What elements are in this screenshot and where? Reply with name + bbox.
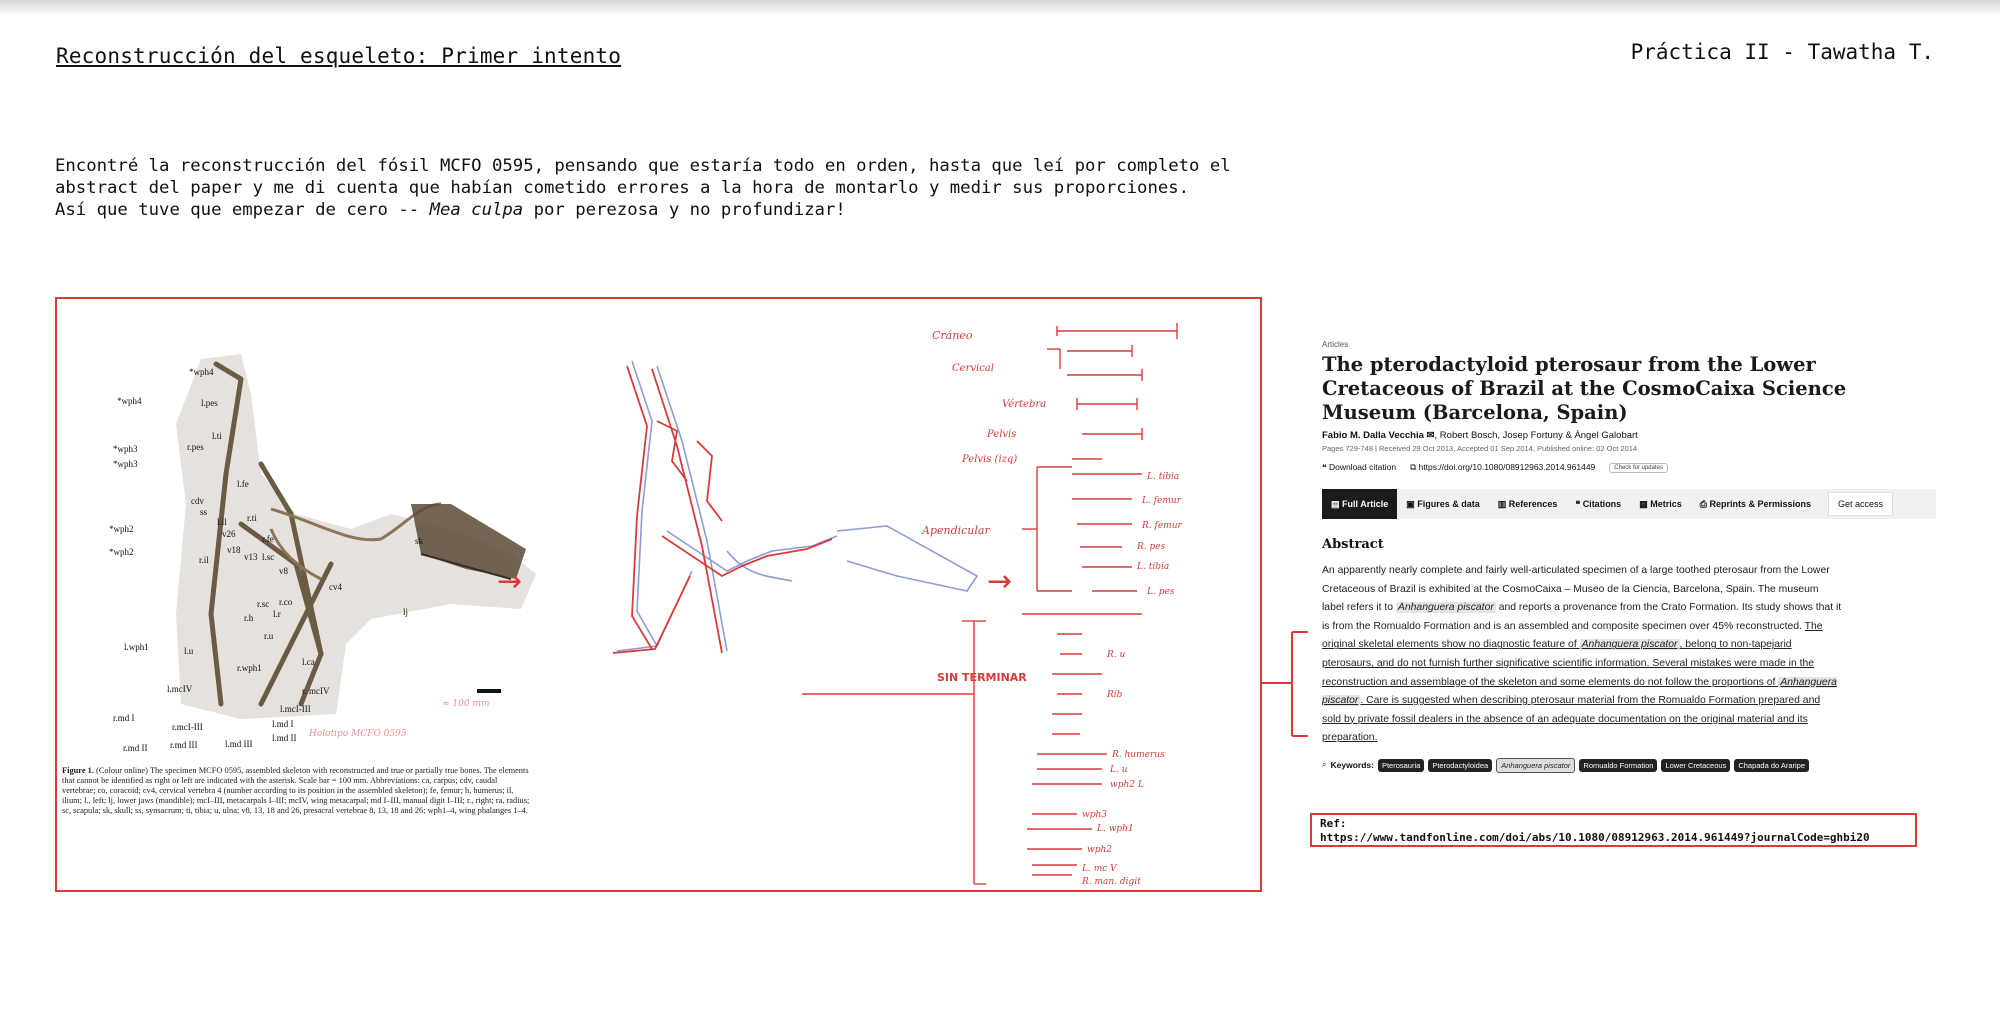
download-citation-link[interactable]: ❝ Download citation [1322,462,1397,472]
link-icon: ⧉ [1410,462,1417,472]
label-r-u: R. u [1107,650,1126,660]
bone-label-lu: l.u [184,646,194,656]
label-l-u: L. u [1110,765,1128,775]
bone-label-ru: r.u [264,631,274,641]
bone-label-lmdii: l.md II [272,733,297,743]
species-name: Anhanguera piscator [1397,602,1494,614]
article-meta: Pages 729-748 | Received 29 Oct 2013, Accepted 01 Sep 2014, Published online: 02 Oct 2014 [1322,444,1638,453]
author-link[interactable]: Fabio M. Dalla Vecchia [1322,430,1424,441]
label-l-pes: L. pes [1147,587,1175,597]
intro-line-1: Encontré la reconstrucción del fósil MCFO 0595, pensando que estaría todo en orden, hasta que leí por completo el [55,156,1231,176]
bone-label-wph3-b: *wph3 [113,459,138,469]
specimen-photo [121,354,541,724]
keyword-tag[interactable]: Pterodactyloidea [1428,759,1492,772]
label-apendicular: Apendicular [922,524,990,537]
label-rib: Rib [1107,690,1123,700]
reference-box [1310,813,1917,847]
doi-link[interactable]: ⧉ https://doi.org/10.1080/08912963.2014.961449 [1410,462,1596,472]
intro-line-3: Así que tuve que empezar de cero -- Mea culpa por perezosa y no profundizar! [55,200,846,220]
bar-chart-icon: ▦ [1639,499,1648,509]
label-wph2-l: wph2 L [1110,780,1144,790]
bone-label-lti: l.ti [212,431,222,441]
bone-label-lmciv: l.mcIV [167,684,193,694]
bone-label-rmciv: r. mcIV [302,686,330,696]
article-screenshot [1322,340,1942,773]
abstract-text: An apparently nearly complete and fairly well-articulated specimen of a large toothed pterosaur from the Lower Cretaceous of Brazil is exhibited at the CosmoCaixa – Museo de la Ciencia, Barcelona, Spain. The museum label refers it to Anhanguera piscator and reports a provenance from the Crato Formation. Its study shows that it is from the Romualdo Formation and is an assembled and composite specimen over 45% reconstructed. The original skeletal elements show no diagnostic feature of Anhanguera piscator , belong to non-tapejarid pterosaurs, and do not furnish further significative scientific information. Several mistakes were made in the reconstruction and assemblage of the skeleton and some elements do not follow the proportions of Anhanguera piscator . Care is suggested when describing pterosaur material from the Romualdo Formation prepared and sold by private fossil dealers in the absence of an adequate documentation on the original material and its preparation. [1322,565,1842,744]
bone-label-wph4: *wph4 [189,367,214,377]
label-l-wph1: L. wph1 [1097,824,1134,834]
bone-label-rmdiii: r.md III [170,740,198,750]
bone-label-rh: r.h [244,613,254,623]
ref-url[interactable]: https://www.tandfonline.com/doi/abs/10.1080/08912963.2014.961449?journalCode=ghbi20 [1320,831,1870,844]
keywords-row: ⌕ Keywords: Pterosauria Pterodactyloidea Anhanguera piscator Romualdo Formation Lower Cretaceous Chapada do Araripe [1322,758,1942,773]
bone-label-lca: l.ca [302,657,315,667]
label-r-pes: R. pes [1137,542,1166,552]
bone-label-wph2: *wph2 [109,524,134,534]
mea-culpa: Mea culpa [429,200,524,220]
article-tabs [1322,489,1936,519]
label-r-humerus: R. humerus [1112,750,1165,760]
printer-icon: ⎙ [1699,499,1707,509]
bone-label-lil: l.il [217,517,227,527]
quote-icon: ❝ [1322,462,1327,472]
bone-label-rmdii: r.md II [123,743,148,753]
sin-terminar-label: SIN TERMINAR [937,671,1027,684]
tab-citations[interactable]: ❝ Citations [1575,499,1622,509]
bone-label-v13: v13 [244,552,258,562]
arrow-right-icon: → [497,564,523,599]
tab-metrics[interactable]: ▦ Metrics [1639,499,1682,509]
bone-label-cdv: cdv [191,496,204,506]
scale-note: ≈ 100 mm [442,699,490,709]
label-pelvis: Pelvis [987,429,1017,440]
image-icon: ▣ [1406,499,1415,509]
mail-icon: ✉ [1426,430,1435,441]
keyword-tag[interactable]: Chapada do Araripe [1734,759,1809,772]
tab-figures-data[interactable]: ▣ Figures & data [1406,499,1480,509]
bone-label-cv4: cv4 [329,582,342,592]
bone-label-ril: r.il [199,555,209,565]
quote-icon: ❝ [1575,499,1581,509]
label-r-man-digit: R. man. digit [1082,877,1141,887]
bone-label-rmci-iii: r.mcI-III [172,722,203,732]
bone-label-rco: r.co [279,597,293,607]
label-craneo: Cráneo [932,329,973,342]
search-icon: ⌕ [1322,760,1327,770]
keyword-tag[interactable]: Lower Cretaceous [1661,759,1730,772]
bone-label-lmdi: l.md I [272,719,294,729]
bone-label-lpes: l.pes [201,398,218,408]
book-icon: ▥ [1497,499,1507,509]
intro-paragraph [55,155,1345,221]
ref-label: Ref: [1320,817,1347,830]
bone-label-lj: lj [403,607,409,617]
bone-label-lfe: l.fe [237,479,249,489]
article-kicker: Articles [1322,340,1349,349]
species-name: Anhanguera piscator [1581,639,1678,651]
bone-label-v18: v18 [227,545,241,555]
label-vertebra: Vértebra [1002,399,1047,410]
keyword-tag[interactable]: Romualdo Formation [1579,759,1657,772]
label-wph2: wph2 [1087,845,1112,855]
bone-label-ss: ss [200,507,208,517]
label-wph3: wph3 [1082,810,1107,820]
get-access-button[interactable]: Get access [1828,492,1893,516]
bone-label-lsc: l.sc [262,552,275,562]
bone-label-rti: r.ti [247,513,257,523]
article-links [1322,462,1942,473]
keyword-tag[interactable]: Pterosauria [1378,759,1424,772]
figure-panel [55,297,1262,892]
tab-references[interactable]: ▥ References [1497,499,1558,509]
page-title: Reconstrucción del esqueleto: Primer intento [56,44,622,68]
bone-label-rmdi: r.md I [113,713,135,723]
article-authors: Fabio M. Dalla Vecchia ✉, Robert Bosch, Josep Fortuny & Àngel Galobart [1322,430,1638,441]
abstract-heading: Abstract [1322,537,1384,552]
label-cervical: Cervical [952,363,994,374]
keyword-tag[interactable]: Anhanguera piscator [1496,758,1575,773]
bone-label-rsc: r.sc [257,599,270,609]
check-updates-button[interactable]: Check for updates [1609,463,1668,473]
top-shade [0,0,2000,16]
tab-full-article[interactable]: ▤ Full Article [1322,489,1397,519]
tab-reprints[interactable]: ⎙ Reprints & Permissions [1699,499,1811,509]
bone-label-rpes: r.pes [187,442,204,452]
article-title: The pterodactyloid pterosaur from the Lower Cretaceous of Brazil at the CosmoCaixa Science Museum (Barcelona, Spain) [1322,353,1847,424]
label-pelvis-left: Pelvis (izq) [962,454,1018,465]
connector-bracket [1262,630,1310,740]
bone-label-lmci-iii: l.mcI-III [280,704,311,714]
label-l-tibia-2: L. tibia [1137,562,1170,572]
bone-label-rwph1: r.wph1 [237,663,262,673]
skeleton-tracing [597,361,977,661]
bone-label-v26: v26 [222,529,236,539]
bone-label-v8: v8 [279,566,288,576]
bone-label-wph3: *wph3 [113,444,138,454]
specimen-note: Holotipo MCFO 0595 [309,729,407,739]
figure-caption: Figure 1. (Colour online) The specimen MCFO 0595, assembled skeleton with reconstructed and true or partially true bones. The elements that cannot be identified as right or left are indicated with the asterisk. Scale bar = 100 mm. Abbreviations: ca, carpus; cdv, caudal vertebrae; co, coracoid; cv4, cervical vertebra 4 (number according to its position in the assembled skeleton); fe, femur; h, humerus; il, ilium; l., left; lj, lower jaws (mandible); mcI–III, metacarpals I–III; mcIV, wing metacarpal; md I–III, manual digit I–III; r., right; ra, radius; sc, scapula; sk, skull; ss, synsacrum; ti, tibia; u, ulna; v8, 13, 18 and 26, presacral vertebrae 8, 13, 18 and 26; wph1–4, wing phalanges 1–4. [62,766,530,815]
bone-label-sk: sk [415,536,424,546]
bone-label-wph2-b: *wph2 [109,547,134,557]
species-name: Anhanguera piscator [1322,676,1837,707]
bone-label-wph4-left: *wph4 [117,396,142,406]
bone-label-lr: l.r [273,609,281,619]
bone-label-rfe: r.fe [262,534,274,544]
label-l-femur: L. femur [1142,496,1181,506]
arrow-right-icon-2: → [987,564,1013,599]
label-r-femur: R. femur [1142,521,1182,531]
label-l-mcv: L. mc V [1082,864,1117,874]
intro-line-2: abstract del paper y me di cuenta que habían cometido errores a la hora de montarlo y medir sus proporciones. [55,178,1190,198]
course-label: Práctica II - Tawatha T. [1630,40,1934,64]
measurements-sketch [922,309,1252,889]
bone-label-lwph1: l.wph1 [124,642,149,652]
label-l-tibia: L. tibia [1147,472,1180,482]
bone-label-lmdiii: l.md III [225,739,253,749]
document-icon: ▤ [1331,499,1340,509]
